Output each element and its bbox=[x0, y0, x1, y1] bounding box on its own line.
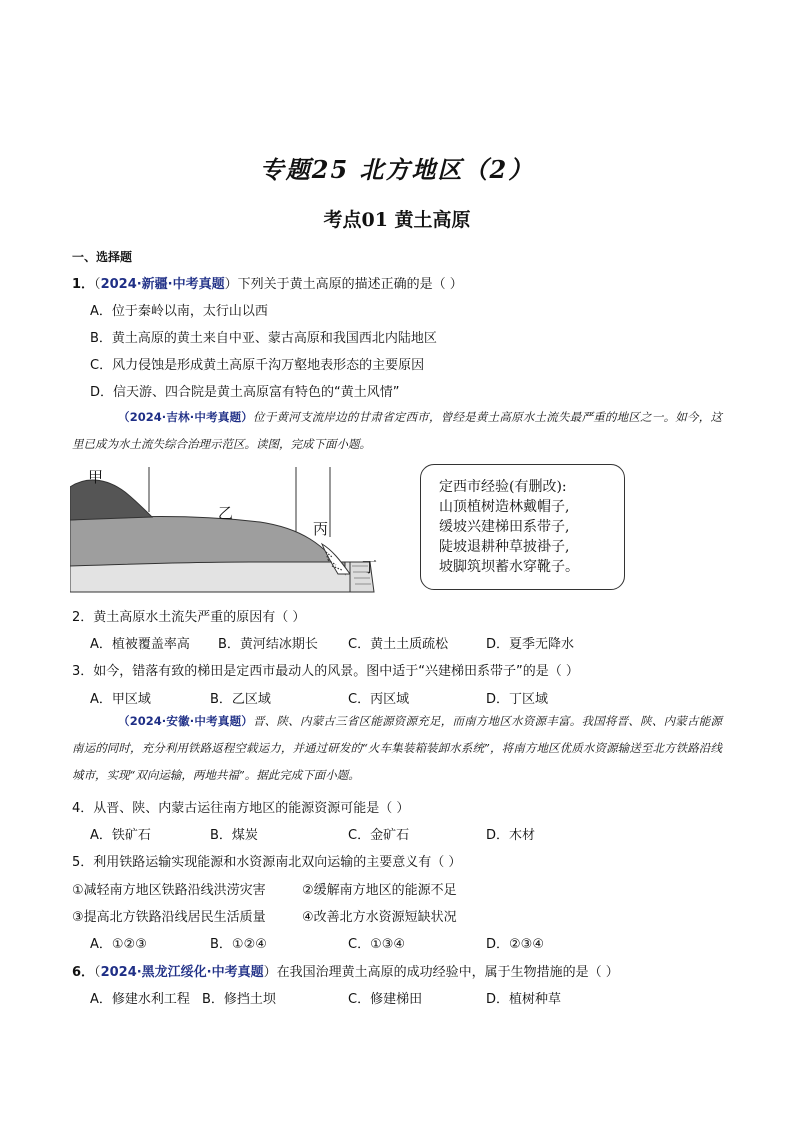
poem-line: 山顶植树造林戴帽子, bbox=[439, 499, 570, 515]
q1-option-b: B．黄土高原的黄土来自中亚、蒙古高原和我国西北内陆地区 bbox=[90, 331, 437, 346]
q4-option-c: C．金矿石 bbox=[348, 828, 410, 843]
q5-option-c: C．①③④ bbox=[348, 937, 406, 952]
poem-line: 缓坡兴建梯田系带子, bbox=[439, 519, 570, 535]
passage-source: （2024·安徽·中考真题） bbox=[118, 714, 254, 728]
q2-option-d: D．夏季无降水 bbox=[486, 637, 575, 652]
q5-statement: ④改善北方水资源短缺状况 bbox=[302, 910, 457, 925]
q5-statement: ③提高北方铁路沿线居民生活质量 bbox=[72, 910, 266, 925]
q3-options bbox=[90, 688, 690, 706]
q5-option-b: B．①②④ bbox=[210, 937, 267, 952]
passage-1 bbox=[72, 404, 722, 458]
q5-statement: ②缓解南方地区的能源不足 bbox=[302, 883, 457, 898]
q4-option-d: D．木材 bbox=[486, 828, 536, 843]
question-stem: 下列关于黄土高原的描述正确的是（ ） bbox=[237, 277, 463, 292]
passage-source: （2024·吉林·中考真题） bbox=[118, 410, 254, 424]
q5-statements-row2 bbox=[72, 906, 672, 924]
label-jia: 甲 bbox=[88, 468, 104, 486]
poem-line: 坡脚筑坝蓄水穿靴子。 bbox=[439, 559, 579, 575]
question-5: 5．利用铁路运输实现能源和水资源南北双向运输的主要意义有（ ） bbox=[72, 855, 462, 870]
q4-options bbox=[90, 824, 690, 842]
label-ding: 丁 bbox=[361, 558, 377, 576]
q6-option-a: A．修建水利工程 bbox=[90, 992, 190, 1007]
dingxi-experience-box bbox=[420, 464, 625, 590]
poem-line: 陡坡退耕种草披褂子, bbox=[439, 539, 570, 555]
q5-options bbox=[90, 933, 690, 951]
question-2: 2．黄土高原水土流失严重的原因有（ ） bbox=[72, 610, 306, 625]
q6-option-c: C．修建梯田 bbox=[348, 992, 423, 1007]
question-stem: 在我国治理黄土高原的成功经验中，属于生物措施的是（ ） bbox=[276, 965, 619, 980]
q5-statements-row1 bbox=[72, 879, 672, 897]
question-source: 2024·黑龙江绥化·中考真题 bbox=[100, 965, 264, 980]
page-title: 专题25 北方地区（2） bbox=[259, 155, 535, 184]
q5-statement: ①减轻南方地区铁路沿线洪涝灾害 bbox=[72, 883, 266, 898]
q6-option-d: D．植树种草 bbox=[486, 992, 562, 1007]
question-number: 6． bbox=[72, 965, 95, 980]
q2-option-a: A．植被覆盖率高 bbox=[90, 637, 190, 652]
q3-option-d: D．丁区域 bbox=[486, 692, 549, 707]
loess-profile-figure bbox=[70, 462, 380, 598]
label-bing: 丙 bbox=[313, 520, 329, 538]
q1-option-d: D．信天游、四合院是黄土高原富有特色的“黄土风情” bbox=[90, 385, 400, 400]
q6-options bbox=[90, 988, 690, 1006]
question-6: 6．（2024·黑龙江绥化·中考真题）在我国治理黄土高原的成功经验中，属于生物措施的是（ ） bbox=[72, 965, 619, 980]
question-1: 1．（2024·新疆·中考真题）下列关于黄土高原的描述正确的是（ ） bbox=[72, 277, 463, 292]
q2-options bbox=[90, 633, 690, 651]
hilltop-forest bbox=[70, 480, 152, 520]
question-source: 2024·新疆·中考真题 bbox=[100, 277, 225, 292]
q5-option-d: D．②③④ bbox=[486, 937, 544, 952]
q4-option-b: B．煤炭 bbox=[210, 828, 258, 843]
q1-option-c: C．风力侵蚀是形成黄土高原千沟万壑地表形态的主要原因 bbox=[90, 358, 425, 373]
label-yi: 乙 bbox=[218, 504, 234, 522]
passage-text: 位于黄河支流岸边的甘肃省定西市，曾经是黄土高原水土流失最严重的地区之一。如今，这里已成为水土流失综合治理示范区。读图，完成下面小题。 bbox=[72, 410, 722, 451]
bottom-layer bbox=[70, 562, 370, 592]
q2-option-b: B．黄河结冰期长 bbox=[218, 637, 318, 652]
passage-text: 晋、陕、内蒙古三省区能源资源充足，而南方地区水资源丰富。我国将晋、陕、内蒙古能源南运的同时，充分利用铁路返程空载运力，并通过研发的“火车集装箱装卸水系统”，将南方地区优质水资源输送至北方铁路沿线城市，实现“双向运输，两地共福”。据此完成下面小题。 bbox=[72, 714, 722, 782]
topic-subtitle: 考点01 黄土高原 bbox=[323, 209, 471, 231]
poem-line: 定西市经验(有删改): bbox=[439, 479, 567, 495]
q3-option-a: A．甲区域 bbox=[90, 692, 151, 707]
q4-option-a: A．铁矿石 bbox=[90, 828, 151, 843]
question-3: 3．如今，错落有致的梯田是定西市最动人的风景。图中适于“兴建梯田系带子”的是（ ） bbox=[72, 664, 579, 679]
q3-option-b: B．乙区域 bbox=[210, 692, 271, 707]
question-number: 1． bbox=[72, 277, 95, 292]
q5-option-a: A．①②③ bbox=[90, 937, 147, 952]
q6-option-b: B．修挡土坝 bbox=[202, 992, 276, 1007]
q1-option-a: A．位于秦岭以南，太行山以西 bbox=[90, 304, 268, 319]
question-4: 4．从晋、陕、内蒙古运往南方地区的能源资源可能是（ ） bbox=[72, 801, 410, 816]
q2-option-c: C．黄土土质疏松 bbox=[348, 637, 449, 652]
passage-2 bbox=[72, 708, 722, 789]
section-heading: 一、选择题 bbox=[72, 250, 133, 264]
q3-option-c: C．丙区域 bbox=[348, 692, 410, 707]
